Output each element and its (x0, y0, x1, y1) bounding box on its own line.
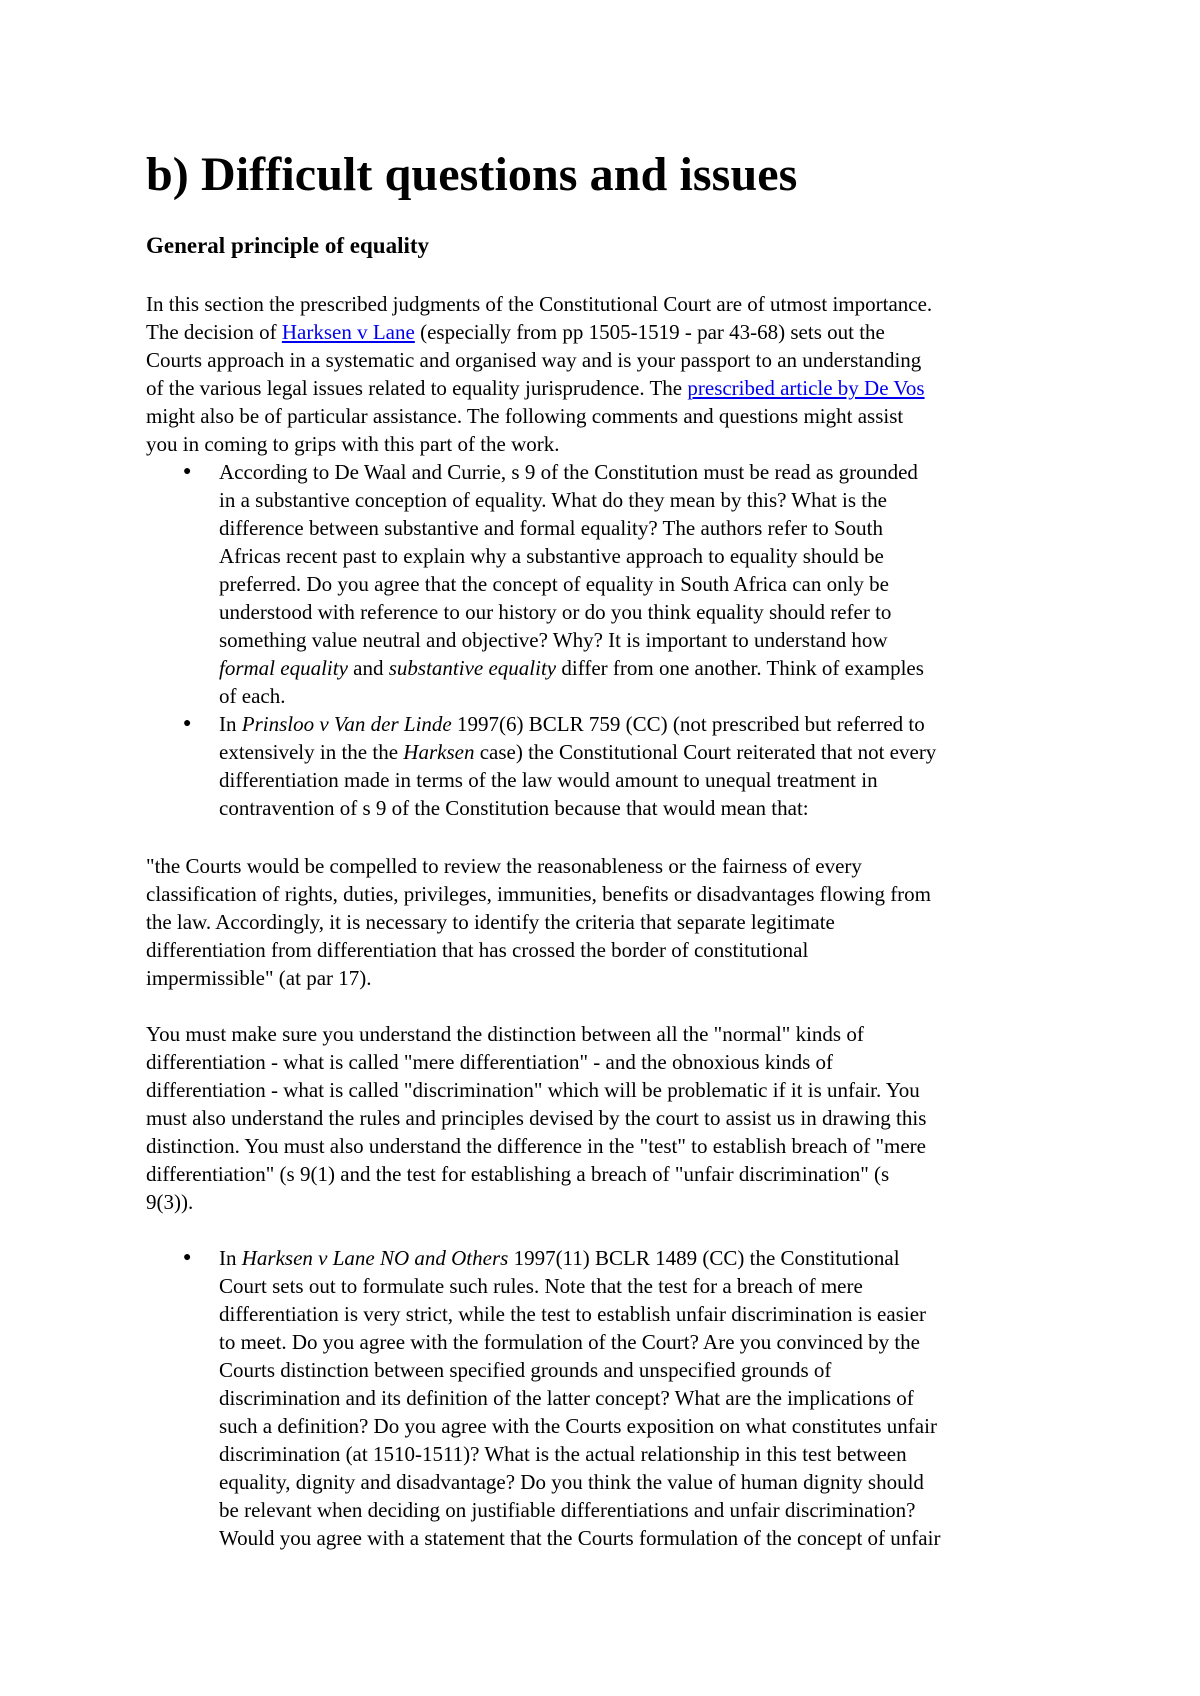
bullet-1-marker: ● (183, 464, 192, 479)
para-2-line-6: differentiation" (s 9(1) and the test for establishing a breach of "unfair discrimination" (s (146, 1162, 890, 1186)
bullet-2-line-1: In Prinsloo v Van der Linde 1997(6) BCLR 759 (CC) (not prescribed but referred to (219, 712, 925, 736)
bullet-1-line-1: According to De Waal and Currie, s 9 of the Constitution must be read as grounded (219, 460, 918, 484)
intro-line-3: Courts approach in a systematic and organised way and is your passport to an understanding (146, 348, 922, 372)
quote-line-2: classification of rights, duties, privileges, immunities, benefits or disadvantages flowing from (146, 882, 932, 906)
section-subheading: General principle of equality (146, 233, 430, 258)
quote-line-1: "the Courts would be compelled to review the reasonableness or the fairness of every (146, 854, 862, 878)
page-heading: b) Difficult questions and issues (146, 148, 798, 201)
intro-line-2: The decision of Harksen v Lane (especially from pp 1505-1519 - par 43-68) sets out the (146, 320, 885, 344)
para-2-line-2: differentiation - what is called "mere differentiation" - and the obnoxious kinds of (146, 1050, 834, 1074)
bullet-1-line-6: understood with reference to our history or do you think equality should refer to (219, 600, 892, 624)
intro-line-5: might also be of particular assistance. The following comments and questions might assist (146, 404, 904, 428)
bullet-3-line-11: Would you agree with a statement that the Courts formulation of the concept of unfair (219, 1526, 941, 1550)
bullet-3-line-9: equality, dignity and disadvantage? Do you think the value of human dignity should (219, 1470, 924, 1494)
bullet-1-line-4: Africas recent past to explain why a substantive approach to equality should be (219, 544, 884, 568)
intro-line-1: In this section the prescribed judgments of the Constitutional Court are of utmost importance. (146, 292, 933, 316)
bullet-1-line-7: something value neutral and objective? Why? It is important to understand how (219, 628, 888, 652)
intro-line-4: of the various legal issues related to equality jurisprudence. The prescribed article by De Vos (146, 376, 925, 400)
bullet-2-marker: ● (183, 716, 192, 731)
bullet-3-line-7: such a definition? Do you agree with the Courts exposition on what constitutes unfair (219, 1414, 937, 1438)
bullet-1-line-3: difference between substantive and formal equality? The authors refer to South (219, 516, 883, 540)
para-2-line-3: differentiation - what is called "discrimination" which will be problematic if it is unfair. You (146, 1078, 920, 1102)
bullet-1-line-2: in a substantive conception of equality. What do they mean by this? What is the (219, 488, 887, 512)
bullet-2-line-2: extensively in the the Harksen case) the Constitutional Court reiterated that not every (219, 740, 937, 764)
harksen-v-lane-link[interactable]: Harksen v Lane (281, 320, 415, 344)
bullet-2-line-3: differentiation made in terms of the law would amount to unequal treatment in (219, 768, 878, 792)
bullet-1-line-5: preferred. Do you agree that the concept of equality in South Africa can only be (219, 572, 890, 596)
bullet-3-line-4: to meet. Do you agree with the formulation of the Court? Are you convinced by the (219, 1330, 920, 1354)
para-2-line-5: distinction. You must also understand the difference in the "test" to establish breach of "mere (146, 1134, 926, 1158)
bullet-2-line-4: contravention of s 9 of the Constitution because that would mean that: (219, 796, 809, 820)
de-vos-article-link[interactable]: prescribed article by De Vos (687, 376, 925, 400)
bullet-3-line-6: discrimination and its definition of the latter concept? What are the implications of (219, 1386, 914, 1410)
bullet-1-line-8: formal equality and substantive equality differ from one another. Think of examples (219, 656, 924, 680)
quote-line-3: the law. Accordingly, it is necessary to identify the criteria that separate legitimate (146, 910, 835, 934)
bullet-3-line-1: In Harksen v Lane NO and Others 1997(11) BCLR 1489 (CC) the Constitutional (219, 1246, 900, 1270)
para-2-line-7: 9(3)). (146, 1190, 194, 1214)
bullet-1-line-9: of each. (219, 684, 286, 708)
bullet-3-line-3: differentiation is very strict, while the test to establish unfair discrimination is easier (219, 1302, 927, 1326)
bullet-3-marker: ● (183, 1250, 192, 1265)
para-2-line-4: must also understand the rules and principles devised by the court to assist us in drawing this (146, 1106, 927, 1130)
quote-line-5: impermissible" (at par 17). (146, 966, 372, 990)
bullet-3-line-8: discrimination (at 1510-1511)? What is the actual relationship in this test between (219, 1442, 907, 1466)
bullet-3-line-2: Court sets out to formulate such rules. Note that the test for a breach of mere (219, 1274, 863, 1298)
bullet-3-line-5: Courts distinction between specified grounds and unspecified grounds of (219, 1358, 832, 1382)
para-2-line-1: You must make sure you understand the distinction between all the "normal" kinds of (146, 1022, 864, 1046)
quote-line-4: differentiation from differentiation that has crossed the border of constitutional (146, 938, 809, 962)
intro-line-6: you in coming to grips with this part of the work. (146, 432, 560, 456)
bullet-3-line-10: be relevant when deciding on justifiable differentiations and unfair discrimination? (219, 1498, 916, 1522)
